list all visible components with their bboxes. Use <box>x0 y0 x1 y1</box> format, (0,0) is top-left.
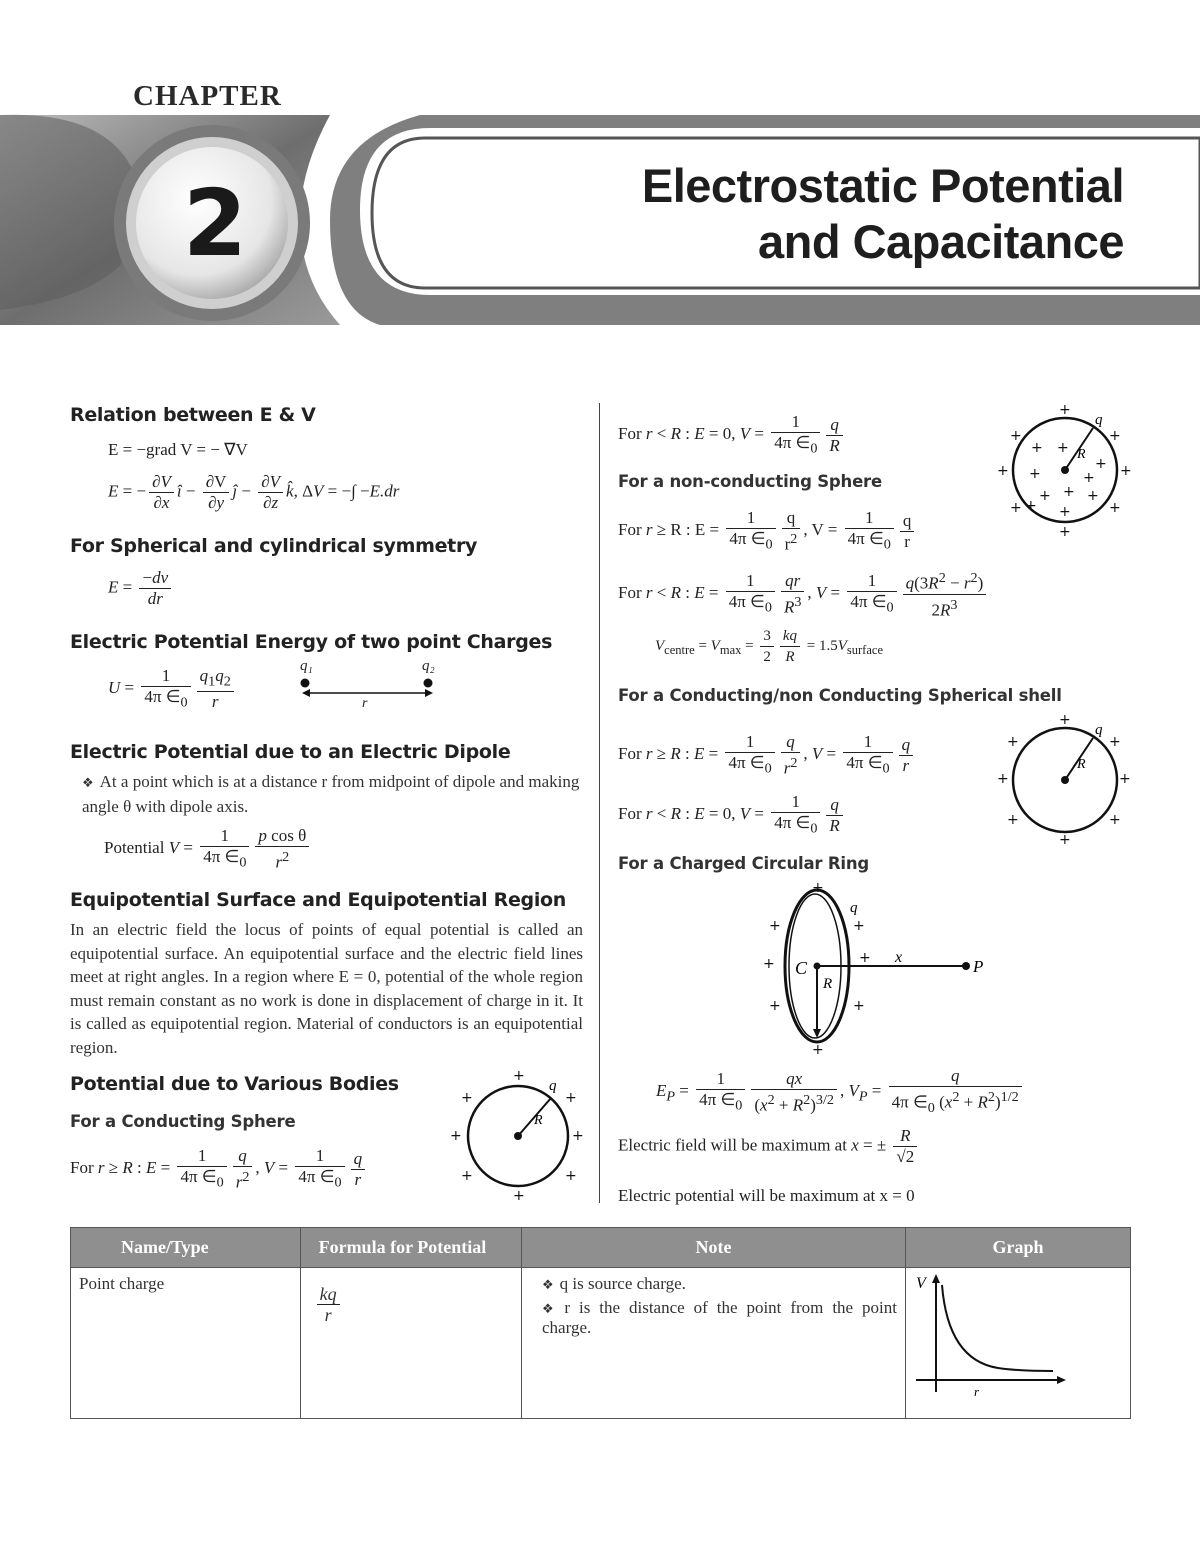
equipotential-paragraph: In an electric field the locus of points of equal potential is called an equipotential surface. An equipotential surface and the electric field lines meet at right angles. In a region where E = 0, potential of the whole region must remain constant as no work is done in displacement of charge in it. It is called as equipotential region. Material of conductors is an equipotential region. <box>70 920 583 1057</box>
svg-text:+: + <box>1039 488 1051 504</box>
table-row <box>71 1268 1131 1419</box>
bullet-icon: ❖ <box>82 775 94 790</box>
col-name-type: Name/Type <box>71 1228 301 1268</box>
chapter-title-line2: and Capacitance <box>757 215 1124 268</box>
svg-text:+: + <box>1109 812 1121 828</box>
svg-text:+: + <box>763 956 775 972</box>
eq-nonconducting-inside: For r < R : E = $\frac{1}{4\pi \in_0}$ $\frac{qr}{R^3}$ , V = $\frac{1}{4\pi \in_0}$ $\frac{q(3R^2 - r^2)}{2R^3}$ <box>618 568 989 620</box>
heading-relation-e-v: Relation between E & V <box>70 404 316 426</box>
svg-text:R: R <box>534 1113 543 1128</box>
svg-text:+: + <box>461 1090 473 1106</box>
col-note: Note <box>522 1228 906 1268</box>
chapter-title-line1: Electrostatic Potential <box>641 159 1124 212</box>
svg-text:R: R <box>823 976 833 992</box>
svg-text:+: + <box>1010 500 1022 516</box>
svg-text:P: P <box>973 957 984 976</box>
svg-text:+: + <box>1059 524 1071 540</box>
cell-formula: $\frac{kq}{r}$ <box>300 1268 521 1419</box>
col-formula: Formula for Potential <box>300 1228 521 1268</box>
two-charges-diagram <box>290 655 440 710</box>
svg-text:q: q <box>1095 722 1103 738</box>
svg-text:+: + <box>1025 498 1037 514</box>
svg-text:q: q <box>549 1078 557 1094</box>
chapter-number: 2 <box>182 170 247 277</box>
svg-text:q₁: q₁ <box>300 658 313 674</box>
svg-text:+: + <box>1031 440 1043 456</box>
svg-text:+: + <box>1109 734 1121 750</box>
svg-text:+: + <box>461 1168 473 1184</box>
eq-dipole-potential: Potential V = $\frac{1}{4\pi \in_0}$ $\frac{\text{p cos θ}}{r^2}$ <box>104 826 312 873</box>
svg-text:+: + <box>812 880 824 896</box>
svg-text:C: C <box>795 958 808 978</box>
svg-text:+: + <box>1095 456 1107 472</box>
ring-potential-max: Electric potential will be maximum at x = 0 <box>618 1186 915 1205</box>
svg-text:+: + <box>1083 470 1095 486</box>
eq-nonconducting-outside: For r ≥ R : E = $\frac{1}{4\pi \in_0}$ $\frac{q}{r^2}$ , V = $\frac{1}{4\pi \in_0}$ $\frac{q}{r}$ <box>618 508 917 555</box>
heading-conducting-sphere: For a Conducting Sphere <box>70 1112 296 1131</box>
svg-text:q: q <box>1095 412 1103 428</box>
svg-text:q₂: q₂ <box>422 658 435 674</box>
svg-text:+: + <box>769 998 781 1014</box>
svg-text:+: + <box>565 1168 577 1184</box>
eq-e-dv-dr: E = $\frac{-dv}{dr}$ <box>108 568 174 609</box>
svg-text:+: + <box>513 1188 525 1203</box>
svg-text:q: q <box>850 900 858 916</box>
eq-shell-inside: For r < R : E = 0, V = $\frac{1}{4\pi \in_0}$ $\frac{q}{R}$ <box>618 792 846 838</box>
ring-field-max: Electric field will be maximum at x = ± $\frac{R}{√2}$ <box>618 1126 920 1167</box>
chapter-label: CHAPTER <box>133 80 282 112</box>
svg-text:+: + <box>1007 734 1019 750</box>
eq-potential-energy: U = $\frac{1}{4\pi \in_0}$ $\frac{q_1q_2}{r}$ <box>108 666 237 712</box>
heading-spherical-shell: For a Conducting/non Conducting Spherical shell <box>618 686 1062 705</box>
svg-text:+: + <box>1059 504 1071 520</box>
svg-text:+: + <box>812 1042 824 1058</box>
conducting-sphere-diagram <box>445 1068 590 1203</box>
svg-text:+: + <box>1063 484 1075 500</box>
heading-potential-energy: Electric Potential Energy of two point Charges <box>70 631 553 653</box>
heading-various-bodies: Potential due to Various Bodies <box>70 1073 399 1095</box>
potential-table <box>70 1227 1131 1419</box>
charged-ring-diagram <box>755 878 995 1058</box>
eq-conducting-sphere: For r ≥ R : E = $\frac{1}{4\pi \in_0}$ $\frac{q}{r^2}$ , V = $\frac{1}{4\pi \in_0}$ $\frac{q}{r}$ <box>70 1146 368 1193</box>
svg-text:+: + <box>1059 832 1071 848</box>
cell-graph <box>906 1268 1131 1419</box>
svg-text:+: + <box>1119 771 1131 787</box>
cell-note: ❖ q is source charge. ❖ r is the distance of the point from the point charge. <box>522 1268 906 1419</box>
column-divider <box>599 403 600 1203</box>
svg-text:r: r <box>362 696 368 710</box>
svg-text:+: + <box>997 771 1009 787</box>
svg-text:+: + <box>853 918 865 934</box>
eq-partial-derivatives: E = − $\frac{\partial V}{\partial x}$ î − $\frac{\partial V}{\partial y}$ ĵ − $\frac{\partial V}{\partial z}$ k̂, ΔV = −∫ −E.dr <box>108 472 400 512</box>
svg-text:x: x <box>895 949 903 966</box>
svg-text:+: + <box>859 950 871 966</box>
bullet-icon: ❖ <box>542 1301 559 1316</box>
svg-text:+: + <box>1109 500 1121 516</box>
svg-text:+: + <box>1059 402 1071 418</box>
bullet-icon: ❖ <box>542 1277 554 1292</box>
svg-text:+: + <box>572 1128 584 1144</box>
svg-text:+: + <box>853 998 865 1014</box>
svg-text:+: + <box>1029 466 1041 482</box>
heading-dipole: Electric Potential due to an Electric Dipole <box>70 741 511 763</box>
svg-text:+: + <box>1057 440 1069 456</box>
chapter-title <box>642 158 1124 270</box>
svg-text:+: + <box>1059 712 1071 728</box>
cell-name: Point charge <box>71 1268 301 1419</box>
svg-text:R: R <box>1077 447 1086 462</box>
spherical-shell-diagram <box>995 710 1135 850</box>
eq-grad: E = −grad V = − ∇V <box>108 440 248 459</box>
heading-spherical-symmetry: For Spherical and cylindrical symmetry <box>70 535 478 557</box>
graph-x-label: r <box>974 1384 980 1399</box>
svg-text:+: + <box>769 918 781 934</box>
heading-nonconducting-sphere: For a non-conducting Sphere <box>618 472 882 491</box>
nonconducting-sphere-diagram <box>995 400 1135 540</box>
svg-text:+: + <box>565 1090 577 1106</box>
eq-ring: $E_P$ = $\frac{1}{4\pi \in_0}$ $\frac{qx}{(x^2 + R^2)^{3/2}}$ , $V_P$ = $\frac{q}{4\pi \in_0 (x^2 + R^2)^{1/2}}$ <box>656 1066 1025 1118</box>
dipole-bullet: ❖ At a point which is at a distance r from midpoint of dipole and making angle θ with dipole axis. <box>82 772 580 816</box>
svg-text:+: + <box>1109 428 1121 444</box>
svg-text:+: + <box>450 1128 462 1144</box>
potential-vs-r-graph <box>908 1270 1128 1400</box>
svg-text:+: + <box>1010 428 1022 444</box>
eq-vcentre: $V_{centre} = V_{max}$ = $\frac{3}{2}$ $\frac{kq}{R}$ = $1.5V_{surface}$ <box>655 628 883 665</box>
svg-text:+: + <box>1007 812 1019 828</box>
eq-shell-outside: For r ≥ R : E = $\frac{1}{4\pi \in_0}$ $\frac{q}{r^2}$ , V = $\frac{1}{4\pi \in_0}$ $\frac{q}{r}$ <box>618 732 916 779</box>
heading-equipotential: Equipotential Surface and Equipotential Region <box>70 889 567 911</box>
svg-text:+: + <box>513 1068 525 1084</box>
svg-text:R: R <box>1077 757 1086 772</box>
eq-sphere-inside: For r < R : E = 0, V = $\frac{1}{4\pi \in_0}$ $\frac{q}{R}$ <box>618 412 846 458</box>
svg-text:+: + <box>1087 488 1099 504</box>
col-graph: Graph <box>906 1228 1131 1268</box>
svg-text:+: + <box>1120 463 1132 479</box>
svg-text:+: + <box>997 463 1009 479</box>
heading-circular-ring: For a Charged Circular Ring <box>618 854 870 873</box>
graph-y-label: V <box>916 1275 926 1292</box>
